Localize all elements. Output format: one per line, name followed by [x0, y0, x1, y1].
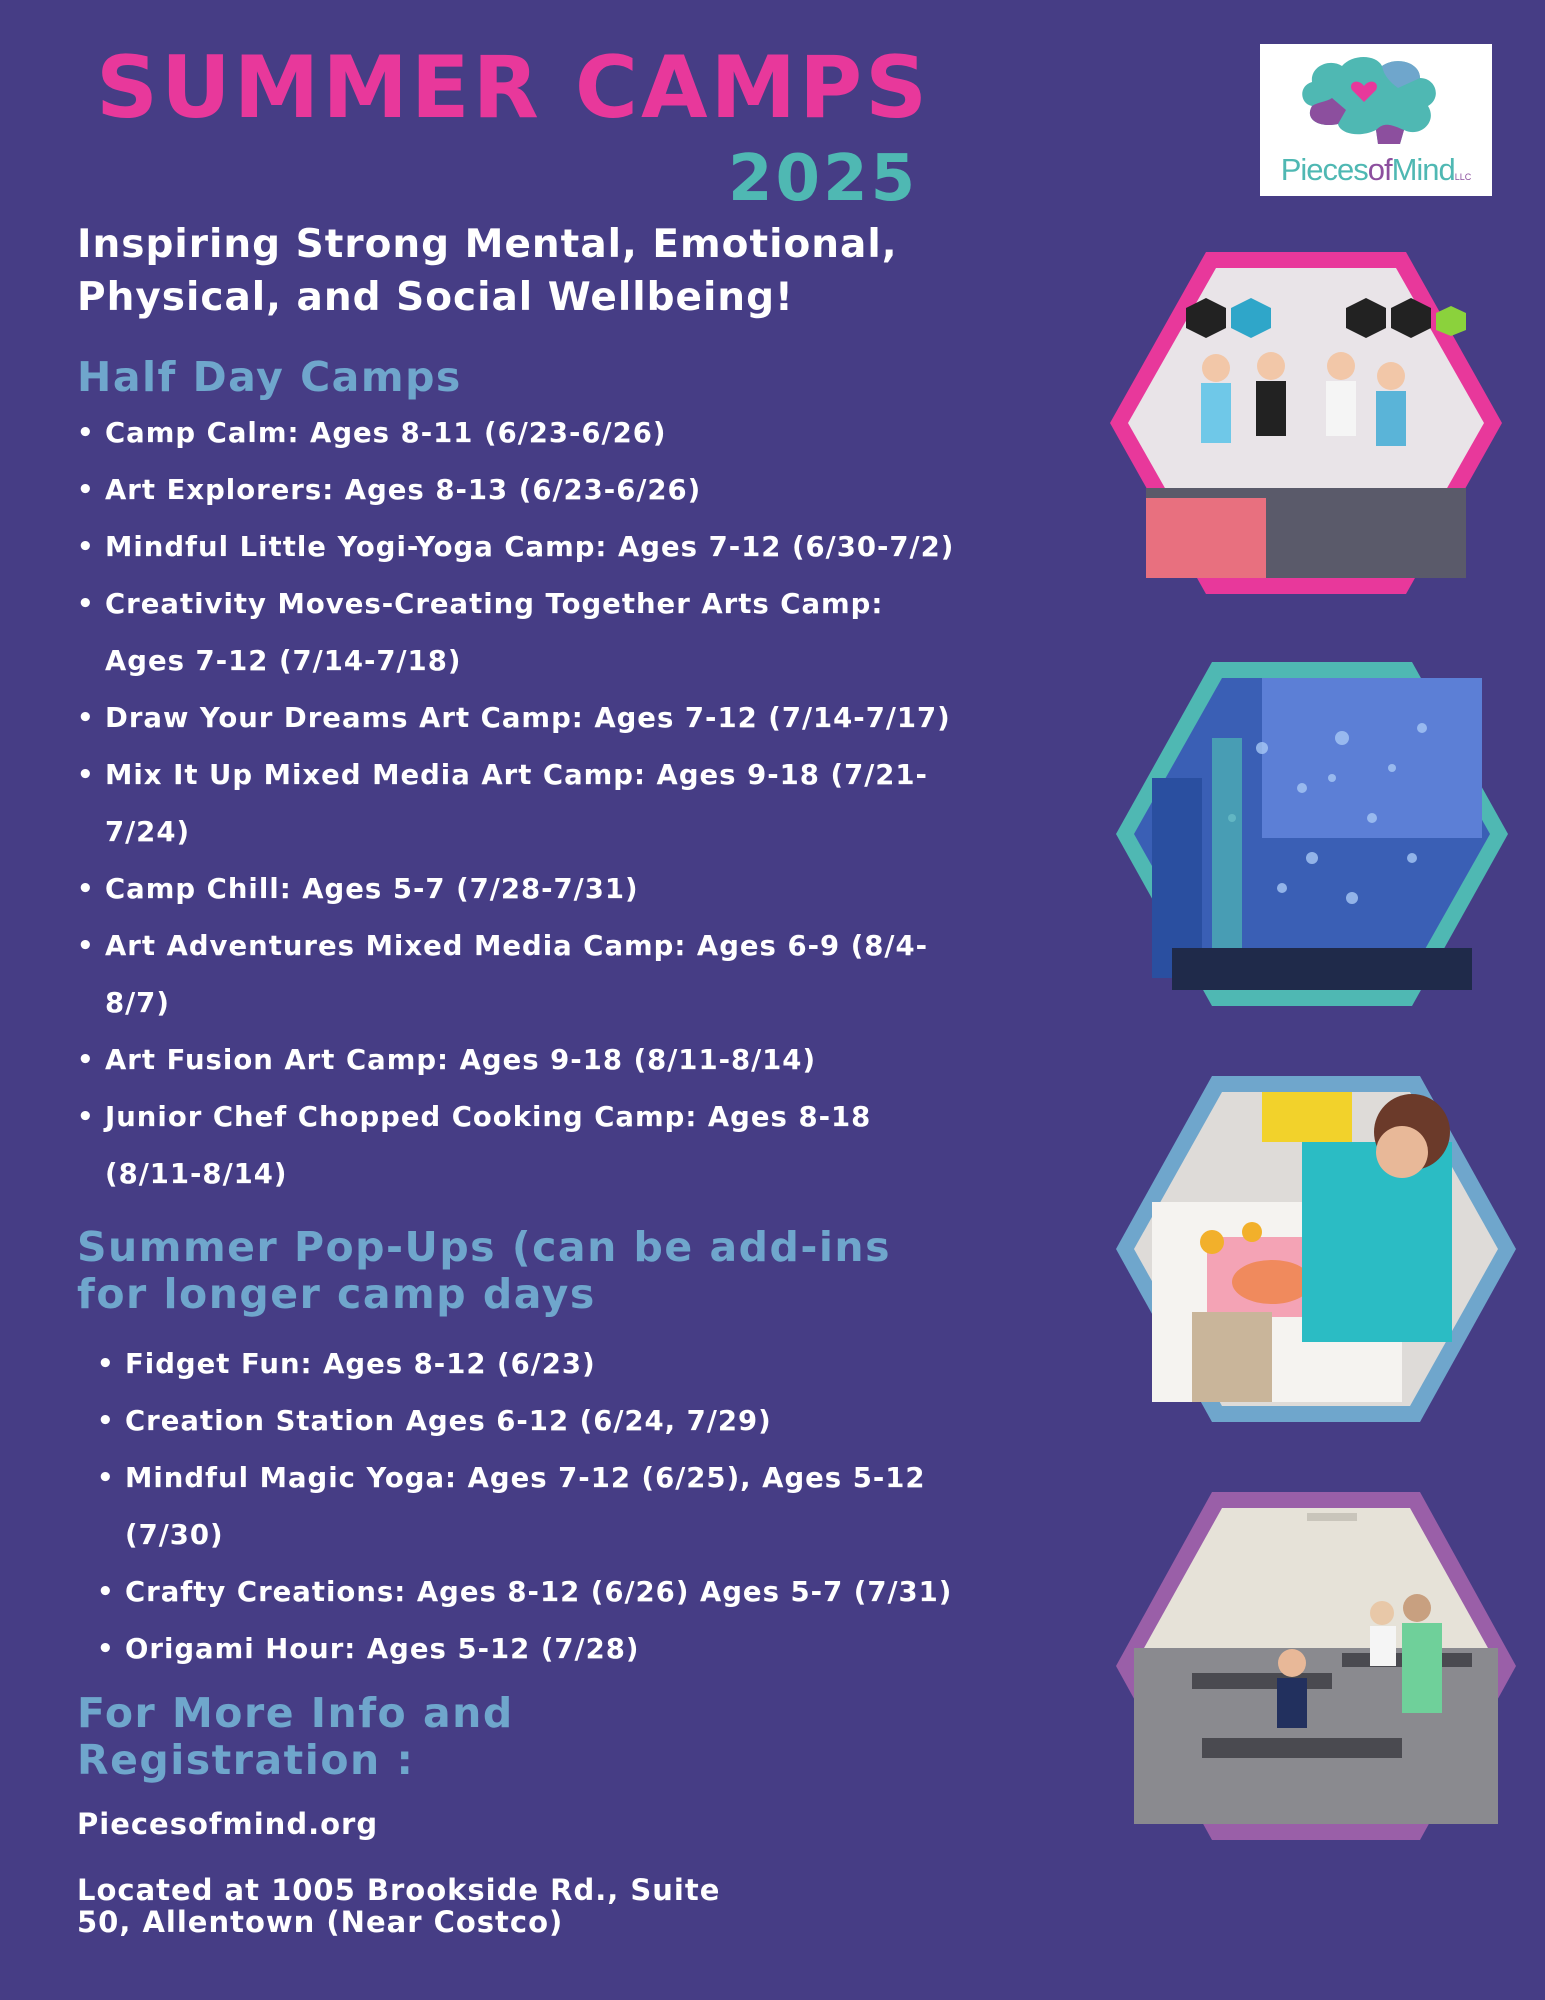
list-item: • Art Adventures Mixed Media Camp: Ages 6-9 (8/4-8/7) — [77, 918, 957, 1032]
painting-photo — [1112, 1072, 1520, 1426]
list-item: • Camp Chill: Ages 5-7 (7/28-7/31) — [77, 861, 957, 918]
address: Located at 1005 Brookside Rd., Suite 50, Allentown (Near Costco) — [77, 1873, 721, 1939]
half-day-heading: Half Day Camps — [77, 353, 462, 401]
yoga-kids-photo — [1106, 248, 1506, 598]
classroom-photo — [1112, 1488, 1520, 1844]
tagline: Inspiring Strong Mental, Emotional, Physical, and Social Wellbeing! — [77, 222, 898, 320]
list-item: • Crafty Creations: Ages 8-12 (6/26) Ages 5-7 (7/31) — [97, 1564, 957, 1621]
list-item: • Art Fusion Art Camp: Ages 9-18 (8/11-8/14) — [77, 1032, 957, 1089]
logo-wordmark: PiecesofMindLLC — [1280, 152, 1472, 187]
popups-heading: Summer Pop-Ups (can be add-ins for longer camp days — [77, 1223, 891, 1318]
list-item: • Fidget Fun: Ages 8-12 (6/23) — [97, 1336, 957, 1393]
year-label: 2025 — [728, 142, 919, 216]
list-item: • Draw Your Dreams Art Camp: Ages 7-12 (7/14-7/17) — [77, 690, 957, 747]
half-day-camp-list — [77, 405, 957, 1203]
list-item: • Creation Station Ages 6-12 (6/24, 7/29) — [97, 1393, 957, 1450]
popups-list — [97, 1336, 957, 1678]
sensory-room-photo — [1112, 658, 1512, 1010]
logo — [1260, 44, 1492, 196]
brain-puzzle-icon — [1260, 44, 1492, 154]
list-item: • Origami Hour: Ages 5-12 (7/28) — [97, 1621, 957, 1678]
list-item: • Junior Chef Chopped Cooking Camp: Ages 8-18 (8/11-8/14) — [77, 1089, 957, 1203]
list-item: • Camp Calm: Ages 8-11 (6/23-6/26) — [77, 405, 957, 462]
page-title: SUMMER CAMPS — [96, 38, 931, 138]
list-item: • Mix It Up Mixed Media Art Camp: Ages 9-18 (7/21-7/24) — [77, 747, 957, 861]
list-item: • Creativity Moves-Creating Together Arts Camp: Ages 7-12 (7/14-7/18) — [77, 576, 957, 690]
list-item: • Mindful Magic Yoga: Ages 7-12 (6/25), Ages 5-12 (7/30) — [97, 1450, 957, 1564]
list-item: • Mindful Little Yogi-Yoga Camp: Ages 7-12 (6/30-7/2) — [77, 519, 957, 576]
website-link[interactable]: Piecesofmind.org — [77, 1807, 379, 1841]
list-item: • Art Explorers: Ages 8-13 (6/23-6/26) — [77, 462, 957, 519]
info-heading: For More Info and Registration : — [77, 1689, 514, 1784]
